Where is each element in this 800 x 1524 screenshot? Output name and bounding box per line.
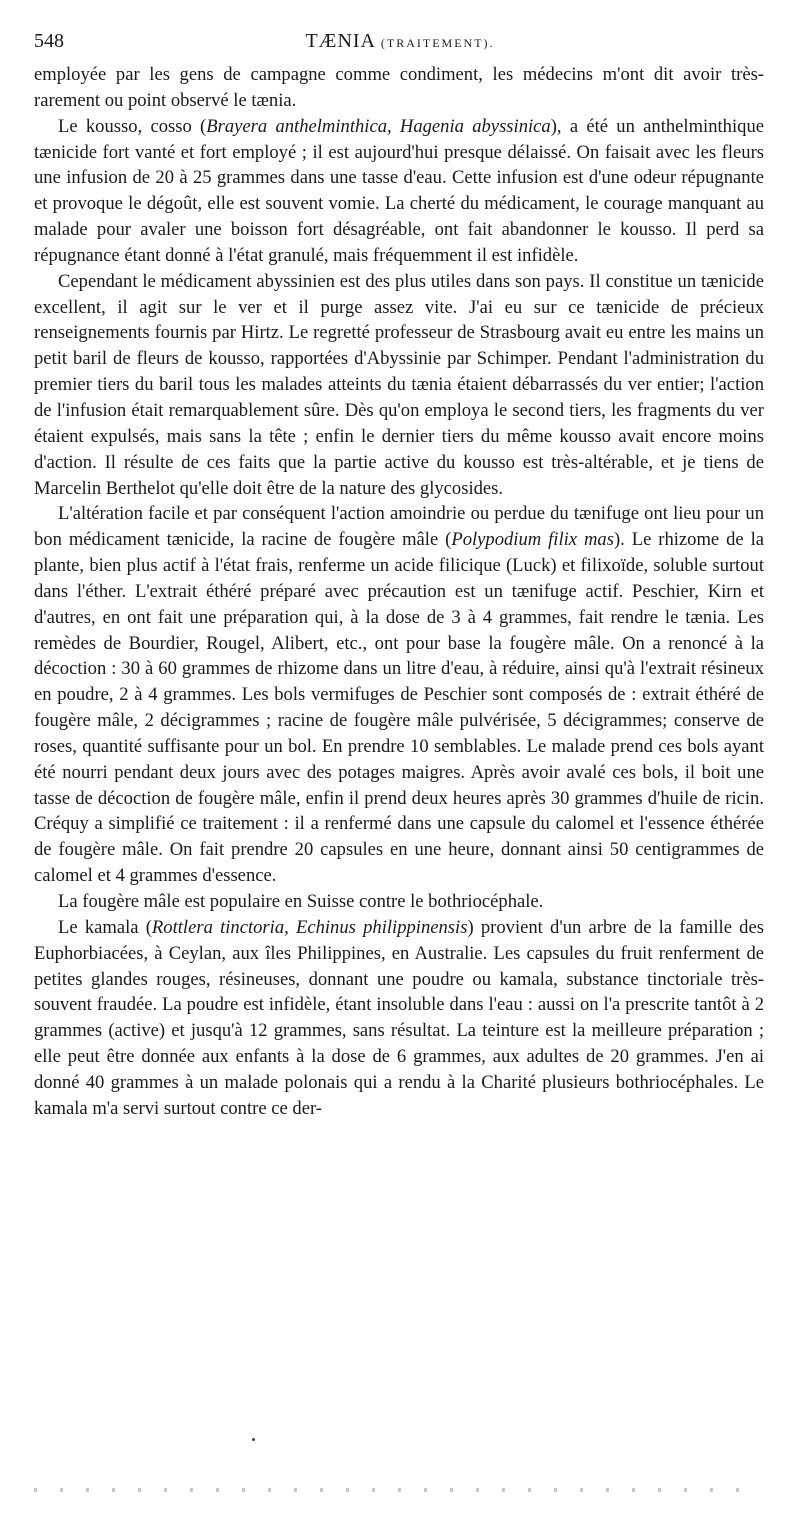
text-run: Le kamala ( [58, 916, 152, 938]
page-number: 548 [34, 30, 64, 52]
text-run: employée par les gens de campagne comme condiment, les médecins m'ont dit avoir très-rarement ou point observé le tænia. [34, 64, 764, 111]
running-header [34, 30, 766, 58]
text-run: Le kousso, cosso ( [58, 115, 207, 137]
text-run: ). Le rhizome de la plante, bien plus actif à l'état frais, renferme un acide filicique (Luck) et filixoïde, soluble surtout dans l'éther. L'extrait éthéré préparé avec précaution est un tænifuge actif. Peschier, Kirn et d'autres, en ont fait une préparation qui, à la dose de 3 à 4 grammes, fait rendre le tænia. Les remèdes de Bourdier, Rougel, Alibert, etc., ont pour base la fougère mâle. On a renoncé à la décoction : 30 à 60 grammes de rhizome dans un litre d'eau, à réduire, ainsi qu'à l'extrait résineux en poudre, 2 à 4 grammes. Les bols vermifuges de Peschier sont composés de : extrait éthéré de fougère mâle, 2 décigrammes ; racine de fougère mâle pulvérisée, 5 décigrammes; conserve de roses, quantité suffisante pour un bol. En prendre 10 semblables. Le malade prend ces bols ayant été nourri pendant deux jours avec des potages maigres. Après avoir avalé ces bols, il boit une tasse de décoction de fougère mâle, enfin il prend deux heures après 30 grammes d'huile de ricin. Créquy a simplifié ce traitement : il a renfermé dans une capsule du calomel et l'essence éthérée de fougère mâle. On fait prendre 20 capsules en une heure, donnant ainsi 50 centigrammes de calomel et 4 grammes d'essence. [34, 529, 764, 887]
body-text [34, 62, 764, 1122]
running-title [34, 30, 766, 53]
chapter-title: TÆNIA [305, 30, 375, 52]
text-run: ), a été un anthelminthique tænicide fort vanté et fort employé ; il est aujourd'hui presque délaissé. On faisait avec les fleurs une infusion de 20 à 25 grammes dans une tasse d'eau. Cette infusion est d'une odeur répugnante et provoque le dégoût, elle est souvent vomie. La cherté du médicament, le courage manquant au malade pour avaler une boisson fort désagréable, ont fait abandonner le kousso. Il perd sa répugnance étant donné à l'état granulé, mais fréquemment il est infidèle. [34, 115, 764, 266]
text-run: ) provient d'un arbre de la famille des Euphorbiacées, à Ceylan, aux îles Philippines, en Australie. Les capsules du fruit renferment de petites glandes rouges, résineuses, donnant une poudre ou kamala, substance tinctoriale très-souvent fraudée. La poudre est infidèle, étant insoluble dans l'eau : aussi on l'a prescrite tantôt à 2 grammes (active) et jusqu'à 12 grammes, sans résultat. La teinture est la meilleure préparation ; elle peut être donnée aux enfants à la dose de 6 grammes, aux adultes de 20 grammes. J'en ai donné 40 grammes à un malade polonais qui a rendu à la Charité plusieurs bothriocéphales. Le kamala m'a servi surtout contre ce der- [34, 916, 764, 1119]
text-run: L'altération facile et par conséquent l'action amoindrie ou perdue du tænifuge ont lieu pour un bon médicament tænicide, la racine de fougère mâle ( [34, 503, 764, 551]
paragraph-1 [34, 62, 764, 114]
chapter-subtitle: (TRAITEMENT). [380, 36, 495, 50]
text-run: Cependant le médicament abyssinien est des plus utiles dans son pays. Il constitue un tænicide excellent, il agit sur le ver et il purge assez vite. J'ai eu sur ce tænicide de précieux renseignements fournis par Hirtz. Le regretté professeur de Strasbourg avait eu entre les mains un petit baril de fleurs de kousso, rapportées d'Abyssinie par Schimper. Pendant l'administration du premier tiers du baril tous les malades atteints du tænia étaient débarrassés du ver entier; l'action de l'infusion était remarquablement sûre. Dès qu'on employa le second tiers, les fragments du ver étaient expulsés, mais sans la tête ; enfin le dernier tiers du même kousso avait encore moins d'action. Il résulte de ces faits que la partie active du kousso est très-altérable, et je tiens de Marcelin Berthelot qu'elle doit être de la nature des glycosides. [34, 270, 764, 499]
bleed-through-line [34, 1488, 760, 1492]
paragraph-4 [34, 501, 764, 889]
paragraph-2 [34, 114, 764, 269]
italic-term: Rottlera tinctoria, Echinus philippinensis [151, 916, 468, 938]
text-run: La fougère mâle est populaire en Suisse contre le bothriocéphale. [58, 891, 544, 912]
paragraph-6 [34, 915, 764, 1122]
stray-mark [252, 1438, 255, 1441]
paragraph-5 [34, 889, 764, 915]
paragraph-3 [34, 269, 764, 502]
italic-term: Brayera anthelminthica, Hagenia abyssinica [206, 115, 551, 137]
italic-term: Polypodium filix mas [451, 529, 614, 551]
